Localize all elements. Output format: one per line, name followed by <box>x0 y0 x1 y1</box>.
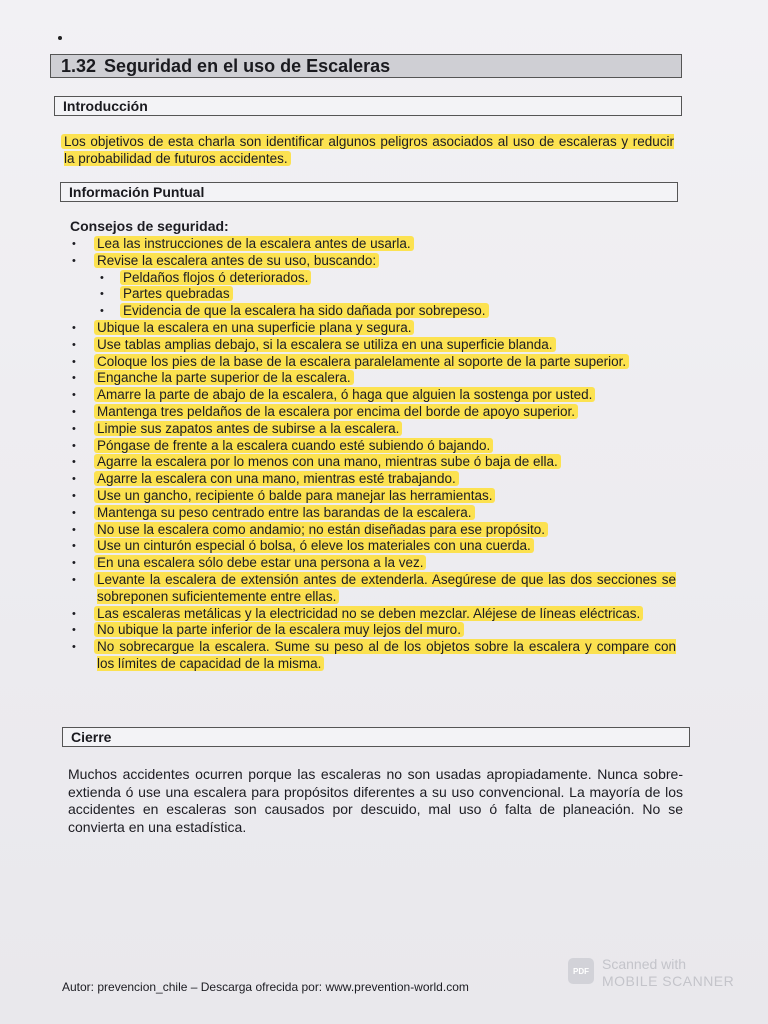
bullet-icon: • <box>72 624 76 637</box>
list-item-text: Use tablas amplias debajo, si la escalera se utiliza en una superficie blanda. <box>94 337 556 352</box>
bullet-icon: • <box>72 473 76 486</box>
list-item <box>70 471 676 488</box>
bullet-icon: • <box>72 439 76 452</box>
intro-heading: Introducción <box>63 98 148 114</box>
bullet-icon: • <box>72 254 76 267</box>
bullet-icon: • <box>72 456 76 469</box>
sub-list-item <box>70 286 676 303</box>
bullet-icon: • <box>100 288 104 301</box>
list-item <box>70 505 676 522</box>
bullet-icon: • <box>72 573 76 586</box>
page-title <box>50 54 682 78</box>
intro-paragraph <box>64 133 674 167</box>
bullet-icon: • <box>72 338 76 351</box>
bullet-icon: • <box>72 489 76 502</box>
cierre-heading-box <box>62 727 690 747</box>
info-heading: Información Puntual <box>69 184 205 200</box>
sub-list-item <box>70 303 676 320</box>
list-item <box>70 555 676 572</box>
pdf-icon: PDF <box>568 958 594 984</box>
list-item <box>70 387 676 404</box>
bullet-icon: • <box>72 557 76 570</box>
list-item-text: Partes quebradas <box>120 286 233 301</box>
sub-list-item <box>70 270 676 287</box>
list-item <box>70 639 676 673</box>
list-item-text: Levante la escalera de extensión antes de extenderla. Asegúrese de que las dos secciones se sobreponen suficientemente entre ellas. <box>94 572 676 604</box>
list-item-text: En una escalera sólo debe estar una persona a la vez. <box>94 555 426 570</box>
list-item-text: Las escaleras metálicas y la electricidad no se deben mezclar. Aléjese de líneas eléctricas. <box>94 606 643 621</box>
list-item <box>70 538 676 555</box>
list-item-text: No ubique la parte inferior de la escalera muy lejos del muro. <box>94 622 464 637</box>
list-item <box>70 454 676 471</box>
list-item-text: Coloque los pies de la base de la escalera paralelamente al soporte de la parte superior. <box>94 354 629 369</box>
list-item-text: Amarre la parte de abajo de la escalera, ó haga que alguien la sostenga por usted. <box>94 387 595 402</box>
list-item-text: Mantenga su peso centrado entre las barandas de la escalera. <box>94 505 475 520</box>
info-heading-box <box>60 182 678 202</box>
bullet-icon: • <box>72 355 76 368</box>
list-item-text: Ubique la escalera en una superficie plana y segura. <box>94 320 414 335</box>
section-number: 1.32 <box>61 55 97 76</box>
bullet-icon: • <box>72 389 76 402</box>
bullet-icon: • <box>72 372 76 385</box>
list-item <box>70 421 676 438</box>
list-item <box>70 236 676 253</box>
bullet-icon: • <box>72 523 76 536</box>
list-item <box>70 572 676 606</box>
tips-list <box>70 236 676 673</box>
list-item-text: Lea las instrucciones de la escalera antes de usarla. <box>94 236 414 251</box>
title-text: Seguridad en el uso de Escaleras <box>104 55 391 76</box>
list-item <box>70 622 676 639</box>
list-item <box>70 253 676 270</box>
list-item <box>70 320 676 337</box>
list-item-text: Agarre la escalera con una mano, mientras esté trabajando. <box>94 471 459 486</box>
list-item-text: No use la escalera como andamio; no están diseñadas para ese propósito. <box>94 522 548 537</box>
bullet-dot <box>58 36 62 40</box>
consejos-heading: Consejos de seguridad: <box>70 218 229 234</box>
list-item-text: Peldaños flojos ó deteriorados. <box>120 270 311 285</box>
list-item <box>70 337 676 354</box>
list-item <box>70 438 676 455</box>
list-item-text: No sobrecargue la escalera. Sume su peso al de los objetos sobre la escalera y compare con los límites de capacidad de la misma. <box>94 639 676 671</box>
list-item <box>70 370 676 387</box>
cierre-heading: Cierre <box>71 729 112 745</box>
bullet-icon: • <box>72 238 76 250</box>
list-item-text: Use un cinturón especial ó bolsa, ó eleve los materiales con una cuerda. <box>94 538 534 553</box>
list-item-text: Agarre la escalera por lo menos con una mano, mientras sube ó baja de ella. <box>94 454 561 469</box>
list-item <box>70 522 676 539</box>
bullet-icon: • <box>72 506 76 519</box>
scanner-line-1: Scanned with <box>602 956 687 972</box>
bullet-icon: • <box>72 540 76 553</box>
scanner-watermark <box>568 956 734 990</box>
list-item-text: Póngase de frente a la escalera cuando esté subiendo ó bajando. <box>94 438 493 453</box>
cierre-paragraph: Muchos accidentes ocurren porque las escaleras no son usadas apropiadamente. Nunca sobre-extienda ó use una escalera para propósitos diferentes a su uso convencional. La mayoría de los accidentes en escaleras son causados por descuido, mal uso ó falta de planeación. No se convierta en una estadística. <box>68 766 683 835</box>
bullet-icon: • <box>72 321 76 334</box>
list-item <box>70 354 676 371</box>
footer-credit: Autor: prevencion_chile – Descarga ofrecida por: www.prevention-world.com <box>62 980 469 994</box>
list-item-text: Evidencia de que la escalera ha sido dañada por sobrepeso. <box>120 303 489 318</box>
bullet-icon: • <box>100 271 104 284</box>
list-item-text: Mantenga tres peldaños de la escalera por encima del borde de apoyo superior. <box>94 404 578 419</box>
intro-text: Los objetivos de esta charla son identificar algunos peligros asociados al uso de escaleras y reducir la probabilidad de futuros accidentes. <box>61 134 674 166</box>
bullet-icon: • <box>72 607 76 620</box>
intro-heading-box <box>54 96 682 116</box>
list-item-text: Revise la escalera antes de su uso, buscando: <box>94 253 379 268</box>
list-item-text: Limpie sus zapatos antes de subirse a la escalera. <box>94 421 402 436</box>
list-item <box>70 404 676 421</box>
list-item <box>70 488 676 505</box>
list-item <box>70 606 676 623</box>
bullet-icon: • <box>72 422 76 435</box>
list-item-text: Enganche la parte superior de la escalera. <box>94 370 354 385</box>
bullet-icon: • <box>100 305 104 318</box>
scanner-line-2: MOBILE SCANNER <box>602 973 735 989</box>
list-item-text: Use un gancho, recipiente ó balde para manejar las herramientas. <box>94 488 495 503</box>
bullet-icon: • <box>72 405 76 418</box>
bullet-icon: • <box>72 641 76 654</box>
